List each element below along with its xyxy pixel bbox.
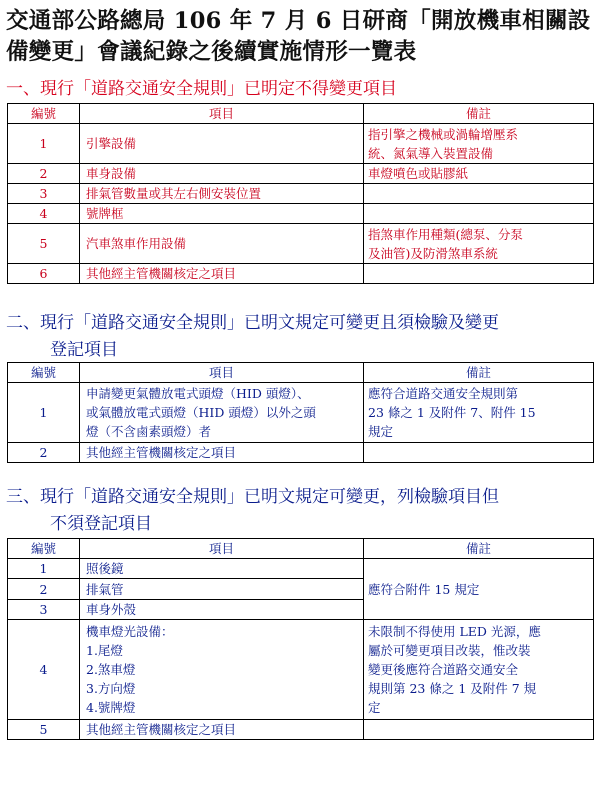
table-row xyxy=(8,124,594,164)
table-row xyxy=(8,224,594,264)
row-note xyxy=(364,204,594,224)
section-2-table xyxy=(7,362,594,463)
row-number: 2 xyxy=(8,164,80,184)
row-item: 其他經主管機關核定之項目 xyxy=(80,720,364,740)
section-2-heading xyxy=(6,310,596,364)
row-item: 號牌框 xyxy=(80,204,364,224)
section-3-heading xyxy=(6,484,596,538)
row-number: 6 xyxy=(8,264,80,284)
row-number: 2 xyxy=(8,579,80,600)
row-item: 排氣管數量或其左右側安裝位置 xyxy=(80,184,364,204)
row-number: 2 xyxy=(8,443,80,463)
table-row xyxy=(8,184,594,204)
header-number: 編號 xyxy=(8,363,80,383)
row-item: 引擎設備 xyxy=(80,124,364,164)
row-number: 1 xyxy=(8,383,80,443)
section-1-table xyxy=(7,103,594,284)
row-number: 5 xyxy=(8,224,80,264)
table-row xyxy=(8,443,594,463)
row-note: 指引擎之機械或渦輪增壓系 統、氮氣導入裝置設備 xyxy=(364,124,594,164)
header-note: 備註 xyxy=(364,539,594,559)
row-note xyxy=(364,264,594,284)
table-row xyxy=(8,559,594,579)
row-number: 3 xyxy=(8,600,80,620)
header-note: 備註 xyxy=(364,104,594,124)
header-number: 編號 xyxy=(8,104,80,124)
row-note: 應符合道路交通安全規則第 23 條之 1 及附件 7、附件 15 規定 xyxy=(364,383,594,443)
row-note xyxy=(364,184,594,204)
table-row xyxy=(8,720,594,740)
section-2-heading-line2: 登記項目 xyxy=(50,340,118,360)
row-item: 車身外殼 xyxy=(80,600,364,620)
row-item: 照後鏡 xyxy=(80,559,364,579)
row-number: 5 xyxy=(8,720,80,740)
row-number: 4 xyxy=(8,620,80,720)
header-number: 編號 xyxy=(8,539,80,559)
row-number: 1 xyxy=(8,559,80,579)
row-note xyxy=(364,443,594,463)
document-title: 交通部公路總局 106 年 7 月 6 日研商「開放機車相關設備變更」會議紀錄之後續實施情形一覽表 xyxy=(6,8,591,65)
header-item: 項目 xyxy=(80,539,364,559)
table-header-row xyxy=(8,104,594,124)
row-item: 其他經主管機關核定之項目 xyxy=(80,264,364,284)
header-item: 項目 xyxy=(80,363,364,383)
header-item: 項目 xyxy=(80,104,364,124)
row-item: 申請變更氣體放電式頭燈（HID 頭燈）、 或氣體放電式頭燈（HID 頭燈）以外之頭 燈（不含鹵素頭燈）者 xyxy=(80,383,364,443)
table-row xyxy=(8,383,594,443)
section-3-heading-line1: 三、現行「道路交通安全規則」已明文規定可變更，列檢驗項目但 xyxy=(6,487,499,507)
table-row xyxy=(8,204,594,224)
row-note xyxy=(364,720,594,740)
row-note: 車燈噴色或貼膠紙 xyxy=(364,164,594,184)
table-row xyxy=(8,264,594,284)
section-1-heading: 一、現行「道路交通安全規則」已明定不得變更項目 xyxy=(6,79,397,99)
row-item: 機車燈光設備： 1.尾燈 2.煞車燈 3.方向燈 4.號牌燈 xyxy=(80,620,364,720)
table-header-row xyxy=(8,363,594,383)
row-number: 1 xyxy=(8,124,80,164)
section-3-heading-line2: 不須登記項目 xyxy=(50,514,152,534)
table-row xyxy=(8,164,594,184)
merged-note: 應符合附件 15 規定 xyxy=(364,559,594,620)
row-item: 其他經主管機關核定之項目 xyxy=(80,443,364,463)
header-note: 備註 xyxy=(364,363,594,383)
table-row xyxy=(8,620,594,720)
section-3-table xyxy=(7,538,594,740)
row-number: 3 xyxy=(8,184,80,204)
row-note: 指煞車作用種類(總泵、分泵 及油管)及防滑煞車系統 xyxy=(364,224,594,264)
row-item: 車身設備 xyxy=(80,164,364,184)
row-item: 排氣管 xyxy=(80,579,364,600)
row-note: 未限制不得使用 LED 光源，應 屬於可變更項目改裝，惟改裝 變更後應符合道路交通安全 規則第 23 條之 1 及附件 7 規 定 xyxy=(364,620,594,720)
row-item: 汽車煞車作用設備 xyxy=(80,224,364,264)
table-header-row xyxy=(8,539,594,559)
row-number: 4 xyxy=(8,204,80,224)
section-2-heading-line1: 二、現行「道路交通安全規則」已明文規定可變更且須檢驗及變更 xyxy=(6,313,499,333)
